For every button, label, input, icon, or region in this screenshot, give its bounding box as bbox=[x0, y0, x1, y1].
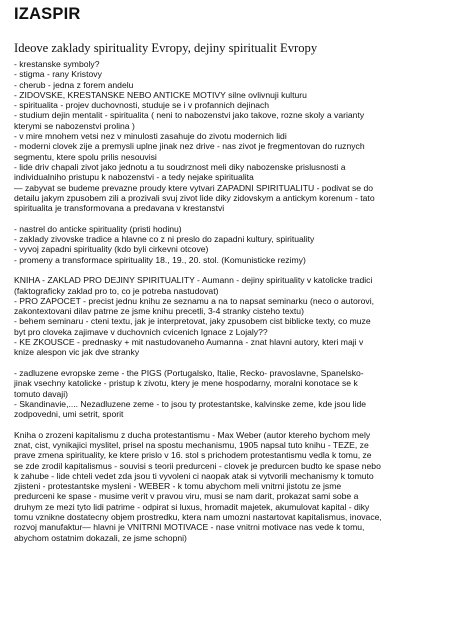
text-line: - KE ZKOUSCE - prednasky + mit nastudovaneho Aumanna - znat hlavni autory, kteri maji v bbox=[14, 337, 364, 348]
text-line: - nastrel do anticke spirituality (pristi hodinu) bbox=[14, 223, 182, 234]
text-line: - krestanske symboly? bbox=[14, 59, 100, 69]
text-line: zjisteni - protestantske mysleni - WEBER - k tomu abychom meli vnitrni jistotu ze jsme bbox=[14, 481, 342, 492]
text-line: predurceni ke spase - musime verit v pravou viru, musi se nam darit, prokazat sami sobe a bbox=[14, 491, 359, 502]
text-line: se zde zrodil kapitalismus - souvisi s teorii predurceni - clovek je predurcen budto ke spase nebo bbox=[14, 460, 381, 471]
text-line: zodpovedni, umi setrit, sporit bbox=[14, 409, 124, 420]
text-line: tomu vznikne dostatecny objem prostredku, ktera nam umozni nastartovat kapitalismus, inovace, bbox=[14, 512, 382, 523]
text-line: byt pro cloveka zajimave v duchovnich cvicenich Ignace z Lojaly?? bbox=[14, 326, 268, 337]
text-line: - zadluzene evropske zeme - the PIGS (Portugalsko, Italie, Recko- pravoslavne, Spanelsko- bbox=[14, 367, 364, 378]
paragraph-gap bbox=[14, 265, 470, 275]
text-line: - zaklady zivovske tradice a hlavne co z ni preslo do zapadni kultury, spirituality bbox=[14, 234, 315, 245]
text-line: znat, cist, vynikajici myslitel, prisel na spostu mechanismu, 1905 napsal tuto knihu - TEZE, ze bbox=[14, 439, 369, 450]
page-subtitle: Ideove zaklady spirituality Evropy, dejiny spiritualit Evropy bbox=[14, 41, 318, 55]
text-line: zakontextovani dilav patrne ze jsme knihu precetli, 3-4 stranky cisteho textu) bbox=[14, 306, 304, 317]
text-line: (faktograficky zaklad pro to, co je potreba nastudovat) bbox=[14, 285, 219, 296]
text-line: KNIHA - ZAKLAD PRO DEJINY SPIRITUALITY - Aumann - dejiny spirituality v katolicke tradici bbox=[14, 275, 373, 286]
text-line: individualniho pristupu k nabozenstvi - a tedy nejake spiritualita bbox=[14, 172, 254, 183]
text-line: - Skandinavie,.... Nezadluzene zeme - to jsou ty protestantske, kalvinske zeme, kde jsou lide bbox=[14, 398, 367, 409]
text-line: - v mire mnohem vetsi nez v minulosti zasahuje do zivotu modernich lidi bbox=[14, 131, 287, 142]
text-line: tomuto davaji) bbox=[14, 388, 68, 399]
text-line: knize alespon vic jak dve stranky bbox=[14, 347, 140, 358]
text-line: druhym ze mezi tyto lidi patrime - odpirat si luxus, hromadit majetek, akumulovat kapital - diky bbox=[14, 501, 370, 512]
text-line: Kniha o zrozeni kapitalismu z ducha protestantismu - Max Weber (autor ktereho bychom mely bbox=[14, 429, 371, 440]
text-line: spiritualita je transformovana a predavana v krestanstvi bbox=[14, 203, 225, 214]
text-line: - studium dejin mentalit - spiritualita ( neni to nabozenstvi jako takove, rozne skoly a varianty bbox=[14, 110, 365, 121]
paragraph-gap bbox=[14, 358, 470, 368]
text-line: - stigma - rany Kristovy bbox=[14, 69, 102, 80]
text-line: - PRO ZAPOCET - precist jednu knihu ze seznamu a na to napsat seminarku (neco o autorovi, bbox=[14, 295, 374, 306]
text-line: - spiritualita - projev duchovnosti, studuje se i v profannich dejinach bbox=[14, 100, 270, 111]
paragraph-gap bbox=[14, 213, 470, 223]
text-line: - lide driv chapali zivot jako jednotu a tu soudrznost meli diky nabozenske prislusnosti a bbox=[14, 161, 346, 172]
text-line: segmentu, ktere spolu prilis nesouvisi bbox=[14, 151, 157, 162]
document-body bbox=[14, 59, 470, 543]
page-title: IZASPIR bbox=[14, 5, 81, 23]
text-line: detailu jakym zpusobem zili a prozivali svuj zivot lide diky zidovskym a antickym korenum - tato bbox=[14, 192, 375, 203]
text-line: rozvoj manufaktur— hlavni je VNITRNI MOTIVACE - nase vnitrni motivace nas vede k tomu, bbox=[14, 522, 365, 533]
text-line: abychom ostatnim dokazali, ze jsme schopni) bbox=[14, 532, 187, 543]
text-line: jinak vsechny katolicke - pristup k zivotu, ktery je mene hospodarny, moralni konotace se k bbox=[14, 378, 358, 389]
text-line: - moderni clovek zije a premysli uplne jinak nez drive - nas zivot je fregmentovan do ruznych bbox=[14, 141, 365, 152]
text-line: prave zmena spirituality, ke ktere prislo v 16. stol s prichodem protestantismu vedla k tomu, ze bbox=[14, 450, 372, 461]
text-line: - promeny a transformace spirituality 18., 19., 20. stol. (Komunisticke rezimy) bbox=[14, 254, 306, 265]
text-line: - behem seminaru - cteni textu, jak je interpretovat, jaky zpusobem cist biblicke texty, co muze bbox=[14, 316, 371, 327]
text-line: - ZIDOVSKE, KRESTANSKE NEBO ANTICKE MOTIVY silne ovlivnuji kulturu bbox=[14, 89, 307, 100]
text-line: k zahube - lide chteli vedet zda jsou ti vyvoleni ci naopak atak si vytvorili mechanismy k tomuto bbox=[14, 470, 374, 481]
text-line: — zabyvat se budeme prevazne proudy ktere vytvari ZAPADNI SPIRITUALITU - podivat se do bbox=[14, 182, 374, 193]
text-line: - cherub - jedna z forem andelu bbox=[14, 79, 134, 90]
paragraph-gap bbox=[14, 419, 470, 429]
text-line: kterymi se nabozenstvi prolina ) bbox=[14, 120, 135, 131]
text-line: - vyvoj zapadni spirituality (kdo byli cirkevni otcove) bbox=[14, 244, 209, 255]
